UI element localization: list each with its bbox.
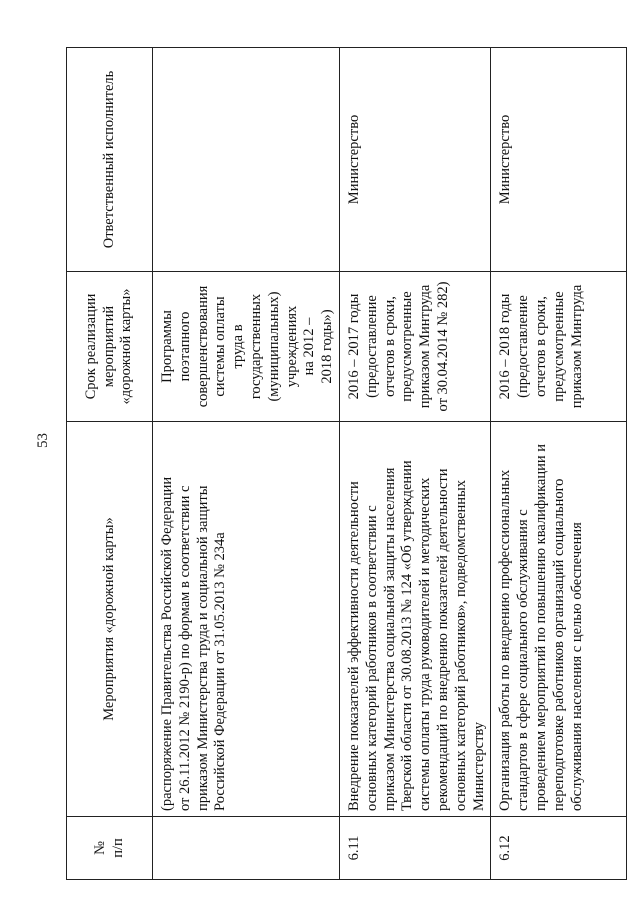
table-row <box>491 48 627 880</box>
header-term <box>67 272 153 422</box>
row-term <box>339 272 490 422</box>
row-number <box>153 817 340 880</box>
row-number: 6.11 <box>339 817 490 880</box>
row-action <box>153 422 340 817</box>
roadmap-table <box>66 47 627 880</box>
rotated-table-sheet <box>66 48 612 880</box>
table-row <box>153 48 340 880</box>
table-row <box>339 48 490 880</box>
row-action-text: (распоряжение Правительства Российской Федерации от 26.11.2012 № 2190-р) по формам в соответствии с приказом Министерства труда и социальной защиты Российской Федерации от 31.05.2013 № 234а <box>159 476 229 811</box>
row-executor: Министерство <box>339 48 490 272</box>
header-action-text: Мероприятия «дорожной карты» <box>100 517 117 721</box>
table-header-row <box>67 48 153 880</box>
row-executor: Министерство <box>491 48 627 272</box>
row-action-text: Внедрение показателей эффективности деятельности основных категорий работников в соответствии с приказом Министерства социальной защиты населения Тверской области от 30.08.2013 № 124 «Об утверждении системы оплаты труда руководителей и методических рекомендаций по внедрению показателей деятельности основных категорий работников», подведомственных Министерству <box>345 460 487 811</box>
row-action <box>339 422 490 817</box>
row-term-text: Программы поэтапного совершенствования системы оплаты труда в государственных (муниципальных) учреждениях на 2012 – 2018 годы») <box>159 285 336 408</box>
header-executor <box>67 48 153 272</box>
row-executor <box>153 48 340 272</box>
page-number: 53 <box>35 433 51 448</box>
row-term-text: 2016 – 2017 годы (предоставление отчетов в сроки, предусмотренные приказом Минтруда от 30.04.2014 № 282) <box>345 281 451 412</box>
header-action <box>67 422 153 817</box>
header-num <box>67 817 153 880</box>
row-term <box>491 272 627 422</box>
row-term-text: 2016 – 2018 годы (предоставление отчетов в сроки, предусмотренные приказом Минтруда <box>497 284 585 409</box>
row-action <box>491 422 627 817</box>
row-number: 6.12 <box>491 817 627 880</box>
header-num-text: № п/п <box>91 838 126 858</box>
header-executor-text: Ответственный исполнитель <box>100 70 117 249</box>
header-term-text: Срок реализации мероприятий «дорожной карты» <box>82 288 135 405</box>
row-action-text: Организация работы по внедрению профессиональных стандартов в сфере социального обслуживания с проведением мероприятий по повышению квалификации и переподготовке работников организаций социального обслуживания населения с целью обеспечения <box>497 443 585 811</box>
row-term <box>153 272 340 422</box>
